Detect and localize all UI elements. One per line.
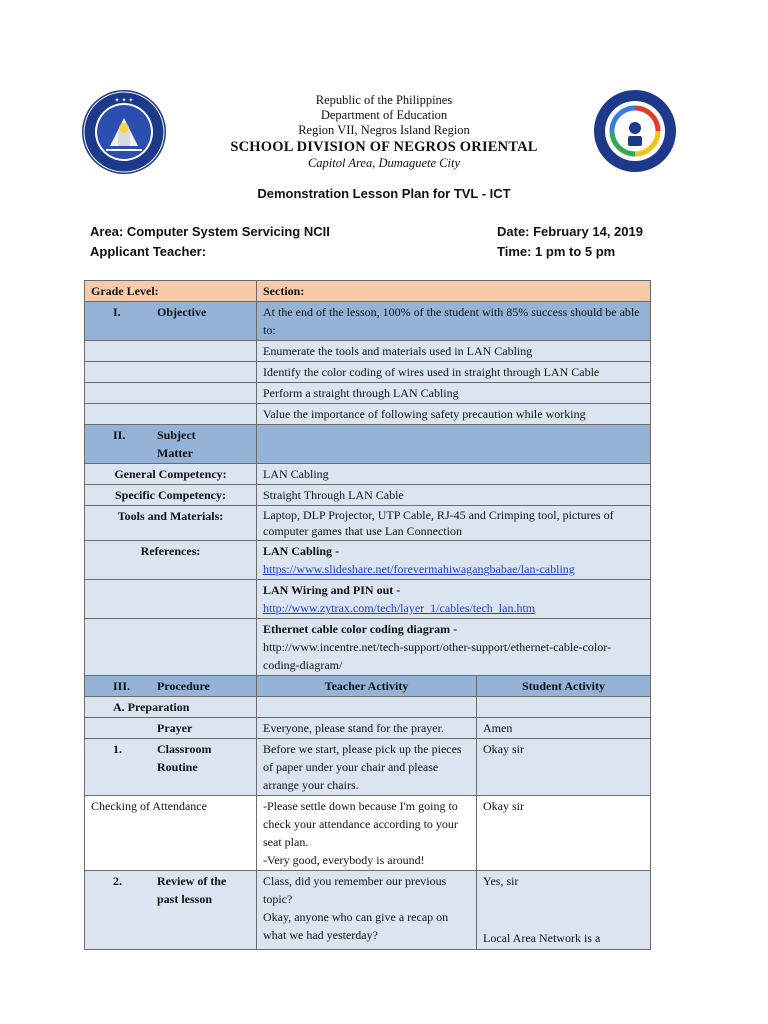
table-row <box>85 871 651 950</box>
reference-url-text: http://www.incentre.net/tech-support/other-support/ethernet-cable-color-coding-diagram/ <box>263 640 611 672</box>
reference-link[interactable]: https://www.slideshare.net/forevermahiwagangbabae/lan-cabling <box>263 562 575 576</box>
table-row <box>85 404 651 425</box>
table-row <box>85 281 651 302</box>
prayer-student-activity: Amen <box>477 718 651 739</box>
table-row <box>85 676 651 697</box>
procedure-heading: III. Procedure <box>85 676 257 697</box>
specific-competency-value: Straight Through LAN Cable <box>257 485 651 506</box>
objective-heading: I. Objective <box>85 302 257 341</box>
student-activity-header: Student Activity <box>477 676 651 697</box>
attendance-teacher-activity: -Please settle down because I'm going to check your attendance according to your seat plan. -Very good, everybody is around! <box>257 796 477 871</box>
table-row <box>85 383 651 404</box>
date-label: Date: February 14, 2019 <box>497 224 643 239</box>
table-row <box>85 796 651 871</box>
review-student-activity: Yes, sir Local Area Network is a <box>477 871 651 950</box>
table-row <box>85 739 651 796</box>
tools-materials-value: Laptop, DLP Projector, UTP Cable, RJ-45 and Crimping tool, pictures of computer games that use Lan Connection <box>257 506 651 541</box>
objective-item: Value the importance of following safety precaution while working <box>257 404 651 425</box>
table-row <box>85 506 651 541</box>
table-row <box>85 362 651 383</box>
table-row <box>85 718 651 739</box>
reference-title: Ethernet cable color coding diagram - <box>263 622 458 636</box>
specific-competency-label: Specific Competency: <box>85 485 257 506</box>
references-label: References: <box>85 541 257 580</box>
review-label: 2. Review of the past lesson <box>85 871 257 950</box>
table-row <box>85 341 651 362</box>
section-label: Section: <box>257 281 651 302</box>
teacher-activity-header: Teacher Activity <box>257 676 477 697</box>
division-address: Capitol Area, Dumaguete City <box>307 156 461 170</box>
area-label: Area: Computer System Servicing NCII <box>90 224 330 239</box>
prayer-teacher-activity: Everyone, please stand for the prayer. <box>257 718 477 739</box>
region-line: Region VII, Negros Island Region <box>298 123 470 137</box>
lesson-plan-table <box>84 280 651 950</box>
department-line: Department of Education <box>320 108 448 122</box>
table-row <box>85 580 651 619</box>
preparation-heading: A. Preparation <box>85 697 257 718</box>
routine-student-activity: Okay sir <box>477 739 651 796</box>
reference-item <box>257 619 651 676</box>
review-teacher-activity: Class, did you remember our previous topic? Okay, anyone who can give a recap on what we had yesterday? <box>257 871 477 950</box>
reference-item <box>257 580 651 619</box>
attendance-label: Checking of Attendance <box>85 796 257 871</box>
classroom-routine-label: 1. Classroom Routine <box>85 739 257 796</box>
objective-item: Perform a straight through LAN Cabling <box>257 383 651 404</box>
table-row <box>85 302 651 341</box>
attendance-student-activity: Okay sir <box>477 796 651 871</box>
reference-item <box>257 541 651 580</box>
objective-item: Enumerate the tools and materials used in LAN Cabling <box>257 341 651 362</box>
subject-matter-heading: II. Subject Matter <box>85 425 257 464</box>
routine-teacher-activity: Before we start, please pick up the pieces of paper under your chair and please arrange your chairs. <box>257 739 477 796</box>
reference-title: LAN Wiring and PIN out - <box>263 583 401 597</box>
objective-item: Identify the color coding of wires used in straight through LAN Cable <box>257 362 651 383</box>
school-division-name: SCHOOL DIVISION OF NEGROS ORIENTAL <box>230 139 538 155</box>
table-row <box>85 541 651 580</box>
table-row <box>85 485 651 506</box>
objective-intro: At the end of the lesson, 100% of the student with 85% success should be able to: <box>257 302 651 341</box>
reference-title: LAN Cabling - <box>263 544 340 558</box>
republic-line: Republic of the Philippines <box>315 93 453 107</box>
table-row <box>85 619 651 676</box>
svg-text:✦ ✦ ✦: ✦ ✦ ✦ <box>114 97 134 104</box>
grade-level-label: Grade Level: <box>85 281 257 302</box>
reference-link[interactable]: http://www.zytrax.com/tech/layer_1/cables/tech_lan.htm <box>263 601 536 615</box>
letterhead <box>0 93 768 171</box>
general-competency-label: General Competency: <box>85 464 257 485</box>
table-row <box>85 697 651 718</box>
table-row <box>85 464 651 485</box>
general-competency-value: LAN Cabling <box>257 464 651 485</box>
time-label: Time: 1 pm to 5 pm <box>497 244 616 259</box>
table-row <box>85 425 651 464</box>
applicant-teacher-label: Applicant Teacher: <box>90 244 207 259</box>
prayer-label: Prayer <box>85 718 257 739</box>
document-title: Demonstration Lesson Plan for TVL - ICT <box>257 186 511 201</box>
tools-materials-label: Tools and Materials: <box>85 506 257 541</box>
